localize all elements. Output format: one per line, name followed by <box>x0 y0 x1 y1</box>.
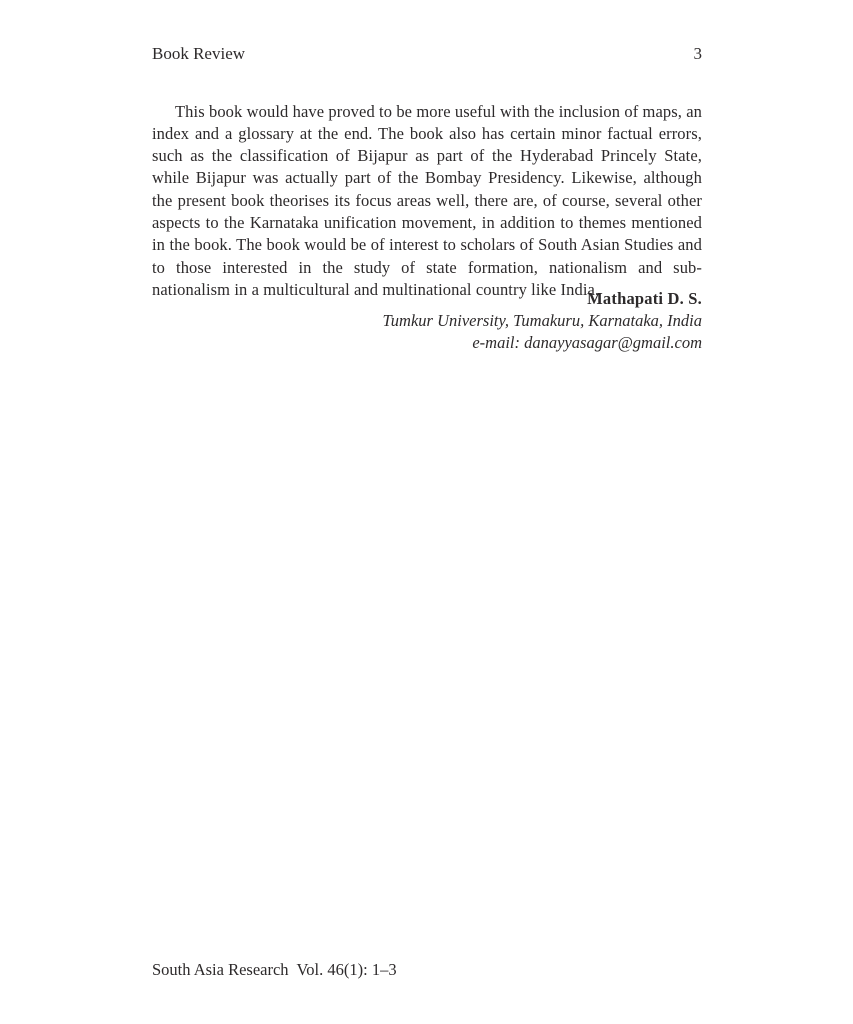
journal-footer-line: South Asia Research Vol. 46(1): 1–3 <box>152 960 397 979</box>
author-name: Mathapati D. S. <box>587 289 702 308</box>
author-affiliation: Tumkur University, Tumakuru, Karnataka, India <box>382 311 702 330</box>
signature-block <box>152 288 702 354</box>
review-paragraph: This book would have proved to be more useful with the inclusion of maps, an index and a glossary at the end. The book also has certain minor factual errors, such as the classification of Bijapur as part of the Hyderabad Princely State, while Bijapur was actually part of the Bombay Presidency. Likewise, although the present book theorises its focus areas well, there are, of course, several other aspects to the Karnataka unification movement, in addition to themes mentioned in the book. The book would be of interest to scholars of South Asian Studies and to those interested in the study of state formation, nationalism and sub-nationalism in a multicultural and multinational country like India. <box>152 101 702 299</box>
running-header <box>152 44 702 64</box>
page-number: 3 <box>693 44 702 63</box>
author-email: e-mail: danayyasagar@gmail.com <box>472 333 702 352</box>
running-title: Book Review <box>152 44 246 63</box>
